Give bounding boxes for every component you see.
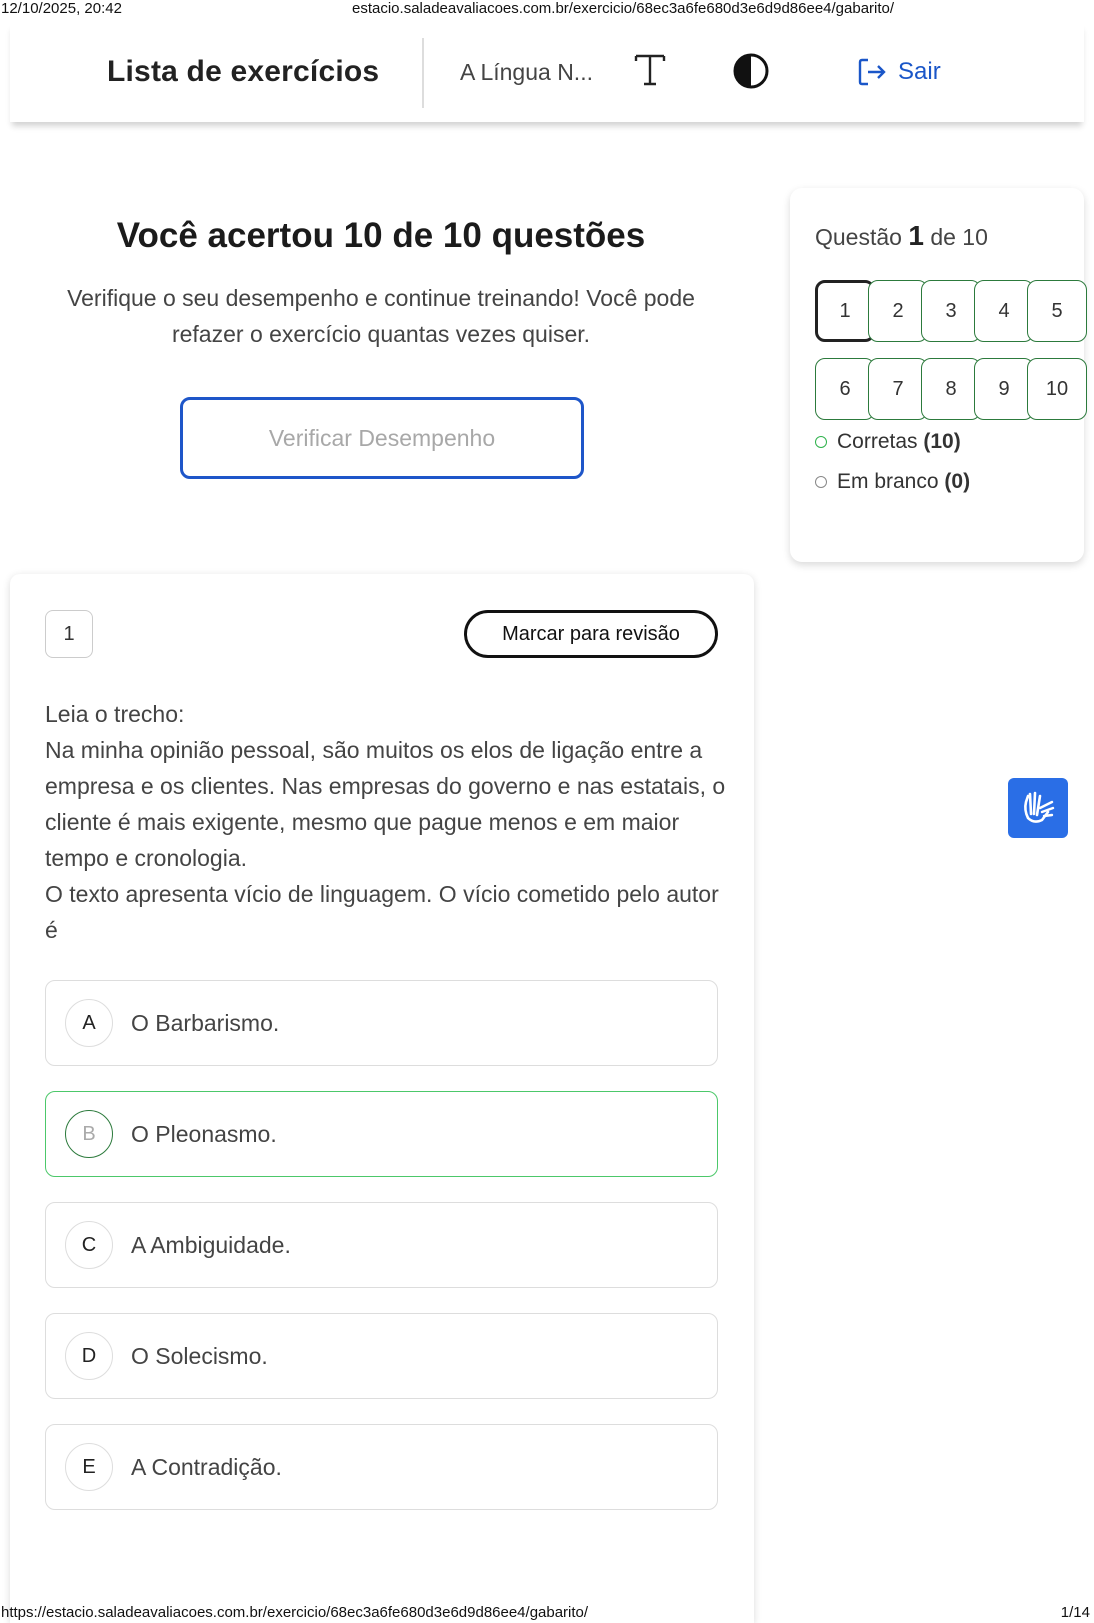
print-footer <box>0 1604 1094 1623</box>
question-counter-prefix: Questão <box>815 224 902 250</box>
legend-blank-label: Em branco <box>837 470 939 493</box>
answer-option-c[interactable] <box>45 1202 718 1288</box>
option-text: A Ambiguidade. <box>131 1231 291 1258</box>
answer-option-d[interactable] <box>45 1313 718 1399</box>
option-letter: D <box>65 1332 113 1380</box>
print-url: estacio.saladeavaliacoes.com.br/exercicio/68ec3a6fe680d3e6d9d86ee4/gabarito/ <box>352 0 895 17</box>
question-number: 1 <box>45 610 93 658</box>
question-nav-7[interactable]: 7 <box>868 358 928 420</box>
question-grid <box>815 280 1087 420</box>
print-header <box>0 0 1094 18</box>
sign-language-button[interactable] <box>1008 778 1068 838</box>
logout-button[interactable] <box>856 52 941 92</box>
question-nav-6[interactable]: 6 <box>815 358 875 420</box>
question-nav-3[interactable]: 3 <box>921 280 981 342</box>
font-size-icon[interactable] <box>632 50 668 90</box>
question-nav-1[interactable]: 1 <box>815 280 875 342</box>
option-letter: A <box>65 999 113 1047</box>
result-title: Você acertou 10 de 10 questões <box>116 216 646 255</box>
answer-option-a[interactable] <box>45 980 718 1066</box>
option-text: O Barbarismo. <box>131 1009 280 1036</box>
statement-line: Leia o trecho: <box>45 701 185 727</box>
question-nav-5[interactable]: 5 <box>1027 280 1087 342</box>
question-counter <box>815 220 988 252</box>
question-statement <box>45 696 735 948</box>
answer-option-b[interactable] <box>45 1091 718 1177</box>
contrast-icon[interactable] <box>732 52 770 90</box>
question-nav-2[interactable]: 2 <box>868 280 928 342</box>
print-page-number: 1/14 <box>1060 1604 1090 1621</box>
verify-performance-button[interactable]: Verificar Desempenho <box>180 397 584 479</box>
print-footer-url: https://estacio.saladeavaliacoes.com.br/exercicio/68ec3a6fe680d3e6d9d86ee4/gabarito/ <box>1 1604 589 1621</box>
question-counter-suffix: de 10 <box>930 224 988 250</box>
option-letter: E <box>65 1443 113 1491</box>
mark-for-review-button[interactable]: Marcar para revisão <box>464 610 718 658</box>
sign-language-icon <box>1018 788 1058 828</box>
blank-dot-icon <box>815 476 827 488</box>
logout-label: Sair <box>898 58 941 85</box>
print-datetime: 12/10/2025, 20:42 <box>1 0 122 17</box>
question-card <box>10 574 754 1623</box>
question-nav-10[interactable]: 10 <box>1027 358 1087 420</box>
result-section <box>10 200 752 352</box>
legend-blank <box>815 470 970 494</box>
top-bar <box>10 22 1084 122</box>
option-letter: C <box>65 1221 113 1269</box>
question-counter-current: 1 <box>908 220 924 251</box>
correct-dot-icon <box>815 436 827 448</box>
page-title: Lista de exercícios <box>107 55 380 88</box>
question-nav-4[interactable]: 4 <box>974 280 1034 342</box>
course-name[interactable]: A Língua N... <box>460 59 593 85</box>
question-nav-9[interactable]: 9 <box>974 358 1034 420</box>
question-nav-8[interactable]: 8 <box>921 358 981 420</box>
option-letter: B <box>65 1110 113 1158</box>
logout-icon <box>856 56 888 88</box>
legend-correct-count: (10) <box>923 430 961 453</box>
header-divider <box>422 38 424 108</box>
statement-line: Na minha opinião pessoal, são muitos os elos de ligação entre a empresa e os clientes. Nas empresas do governo e nas estatais, o cliente é mais exigente, mesmo que pague menos e em maior tempo e cronologia. <box>45 737 726 871</box>
question-navigator <box>790 188 1084 562</box>
option-text: O Solecismo. <box>131 1342 268 1369</box>
option-text: O Pleonasmo. <box>131 1120 277 1147</box>
answer-option-e[interactable] <box>45 1424 718 1510</box>
answer-options <box>45 980 718 1535</box>
option-text: A Contradição. <box>131 1453 282 1480</box>
legend-blank-count: (0) <box>944 470 971 493</box>
result-subtitle: Verifique o seu desempenho e continue treinando! Você pode refazer o exercício quantas vezes quiser. <box>67 285 695 347</box>
legend-correct <box>815 430 961 454</box>
statement-line: O texto apresenta vício de linguagem. O vício cometido pelo autor é <box>45 881 719 943</box>
legend-correct-label: Corretas <box>837 430 918 453</box>
